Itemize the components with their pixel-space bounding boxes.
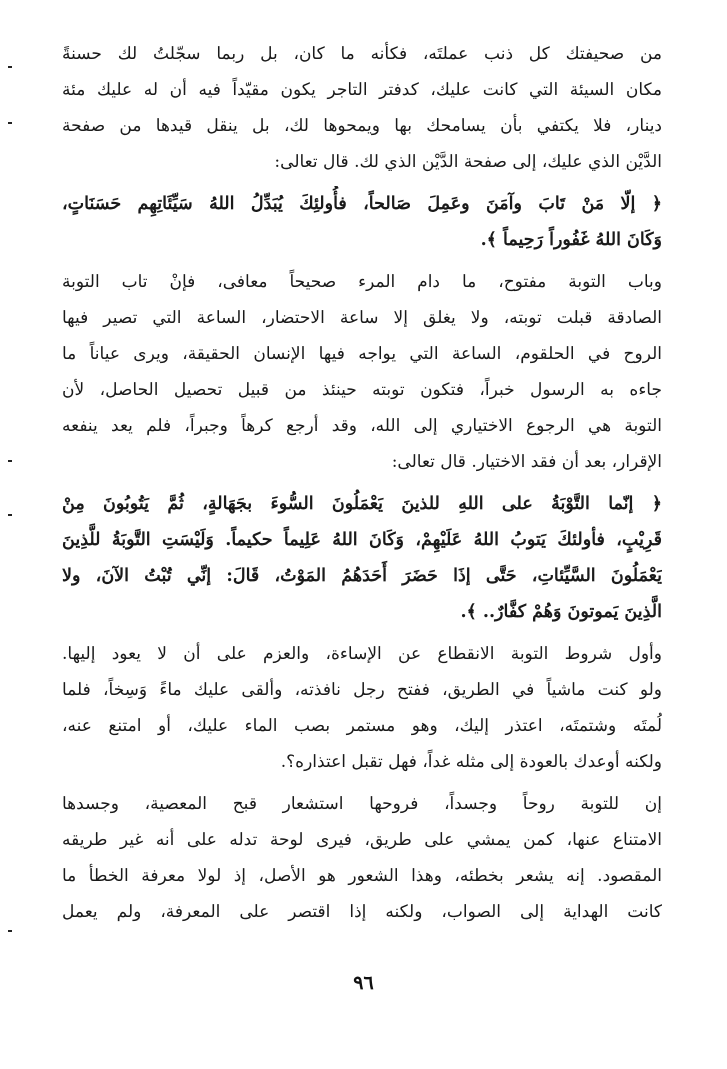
- quran-verse-1: [62, 186, 662, 258]
- paragraph-3: [62, 636, 662, 780]
- text-line: ولكنه أوعدك بالعودة إلى مثله غداً، فهل تقبل اعتذاره؟.: [280, 752, 662, 772]
- text-line: جاءه به الرسول خبراً، فتكون توبته حينئذ من قبيل تحصيل الحاصل، لأن: [62, 380, 662, 400]
- text-line: وباب التوبة مفتوح، ما دام المرء صحيحاً معافى، فإنْ تاب التوبة: [62, 272, 662, 292]
- verse-line: قَرِيْبٍ، فأولئكَ يَتوبُ اللهُ عَلَيْهِمْ، وَكَانَ اللهُ عَلِيماً حكيماً. وَلَيْسَتِ التَّوبَةُ للَّذِينَ: [62, 530, 662, 550]
- text-line: الصادقة قبلت توبته، ولا يغلق إلا ساعة الاحتضار، الساعة التي تصير فيها: [62, 308, 662, 328]
- text-line: ولو كنت ماشياً في الطريق، ففتح رجل نافذته، وألقى عليك ماءً وَسِخاً، فلما: [62, 680, 662, 700]
- paragraph-4: [62, 786, 662, 930]
- text-line: التوبة هي الرجوع الاختياري إلى الله، وقد أرجع كرهاً وجبراً، فلم يعد ينفعه: [62, 416, 662, 436]
- text-line: إن للتوبة روحاً وجسداً، فروحها استشعار قبح المعصية، وجسدها: [62, 794, 662, 814]
- text-line: الإقرار، بعد أن فقد الاختيار. قال تعالى:: [391, 452, 662, 472]
- page-number: ٩٦: [353, 972, 374, 994]
- text-line: الدَّيْن الذي عليك، إلى صفحة الدَّيْن الذي لك. قال تعالى:: [274, 152, 662, 172]
- text-line: لُمتَه وشتمتَه، اعتذر إليك، وهو مستمر بصب الماء عليك، أو امتنع عنه،: [62, 716, 662, 736]
- text-line: من صحيفتك كل ذنب عملتَه، فكأنه ما كان، بل ربما سجّلتُ لك حسنةً: [62, 44, 662, 64]
- margin-mark: [8, 460, 12, 462]
- text-line: المقصود. إنه يشعر بخطئه، وهذا الشعور هو الأصل، إذ لولا معرفة الخطأ ما: [62, 866, 662, 886]
- text-line: الامتناع عنها، كمن يمشي على طريق، فيرى لوحة تدله على أنه غير طريقه: [62, 830, 662, 850]
- verse-line: ﴿ إلّا مَنْ تَابَ وآمَنَ وعَمِلَ صَالحاً، فأُولئِكَ يُبَدِّلُ اللهُ سَيِّئَاتِهِم حَسَنَاتٍ،: [62, 194, 662, 214]
- paragraph-1: [62, 36, 662, 180]
- margin-mark: [8, 930, 12, 932]
- quran-verse-2: [62, 486, 662, 630]
- verse-line: الَّذِينَ يَموتونَ وَهُمْ كفَّارٌ.. ﴾.: [460, 602, 662, 622]
- text-line: كانت الهداية إلى الصواب، ولكنه إذا اقتصر على المعرفة، ولم يعمل: [62, 902, 662, 922]
- text-line: وأول شروط التوبة الانقطاع عن الإساءة، والعزم على أن لا يعود إليها.: [62, 644, 662, 664]
- verse-line: يَعْمَلُونَ السَّيِّئاتِ، حَتَّى إذَا حَضَرَ أَحَدَهُمُ المَوْتُ، قَالَ: إنِّي تُبْتُ الآنَ، ولا: [62, 566, 662, 586]
- text-line: مكان السيئة التي كانت عليك، كدفتر التاجر يكون مقيّداً فيه أن له عليك مئة: [62, 80, 662, 100]
- margin-mark: [8, 514, 12, 516]
- verse-line: ﴿ إنّما التَّوْبَةُ على اللهِ للذينَ يَعْمَلُونَ السُّوءَ بجَهَالةٍ، ثُمَّ يَتُوبُونَ مِنْ: [62, 494, 662, 514]
- margin-mark: [8, 122, 12, 124]
- verse-line: وَكَانَ اللهُ غَفُوراً رَحِيماً ﴾.: [480, 230, 662, 250]
- page-body: [62, 36, 662, 930]
- paragraph-2: [62, 264, 662, 480]
- text-line: الروح في الحلقوم، الساعة التي يواجه فيها الإنسان الحقيقة، ويرى عياناً ما: [62, 344, 662, 364]
- text-line: دينار، فلا يكتفي بأن يسامحك بها ويمحوها لك، بل ينقل قيدها من صفحة: [62, 116, 662, 136]
- margin-mark: [8, 66, 12, 68]
